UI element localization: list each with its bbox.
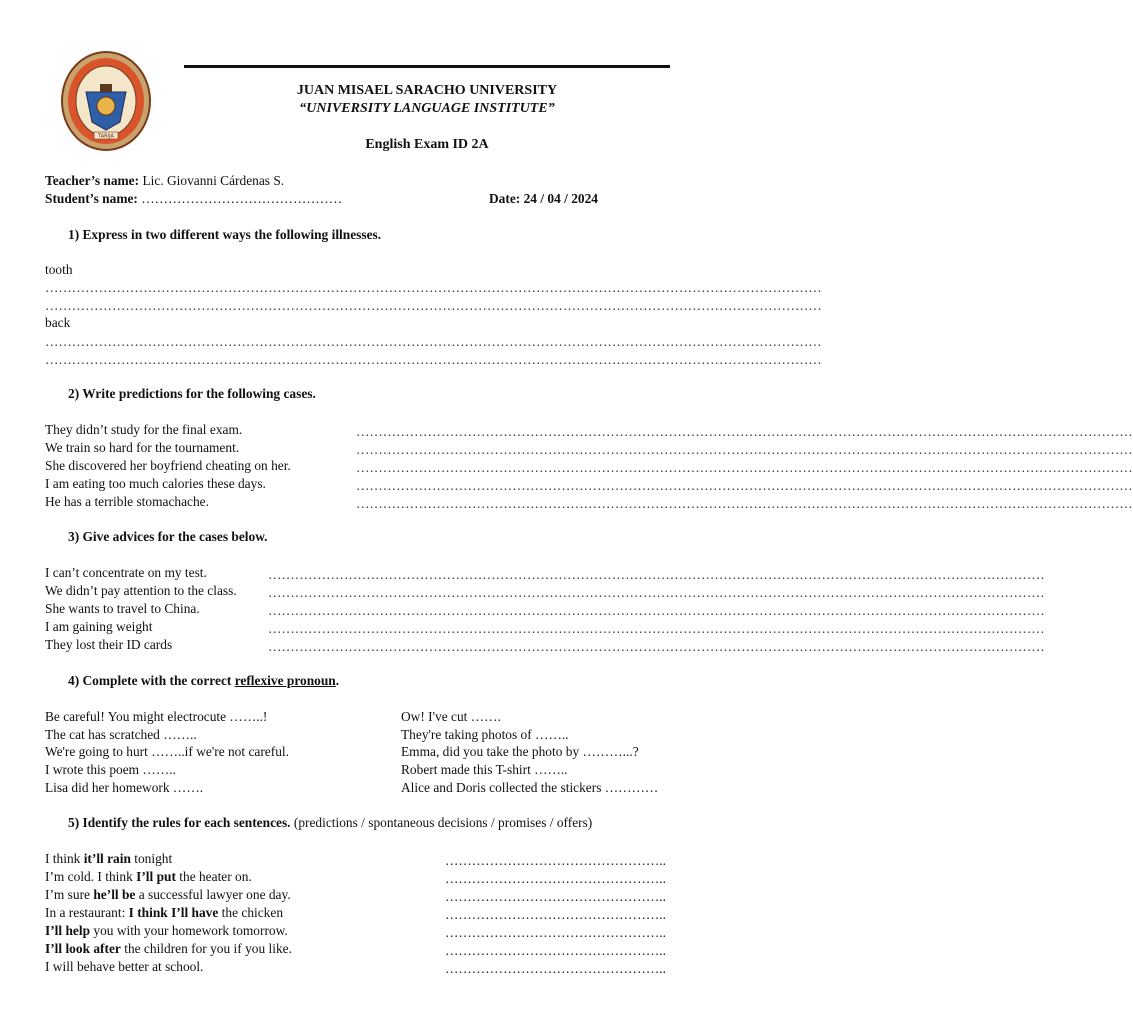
q2-item: I am eating too much calories these days. xyxy=(45,476,266,491)
answer-line[interactable]: ………………………………………………………………………………………………………………………………………………………… xyxy=(268,567,1045,582)
q5-item: I will behave better at school. xyxy=(45,959,204,974)
q4-left-item: Be careful! You might electrocute ……..! xyxy=(45,709,268,724)
q4-right-item: They're taking photos of …….. xyxy=(401,727,569,742)
q5-item: I’ll help you with your homework tomorrow. xyxy=(45,923,288,938)
q5-title: 5) Identify the rules for each sentences. (predictions / spontaneous decisions / promises / offers) xyxy=(68,815,593,830)
q4-right-item: Emma, did you take the photo by ………...? xyxy=(401,744,639,759)
q4-title: 4) Complete with the correct reflexive pronoun. xyxy=(68,673,340,688)
answer-line[interactable]: ………………………………………….. xyxy=(445,943,666,958)
q5-item: I think it’ll rain tonight xyxy=(45,851,173,866)
student-line: Student’s name: ……………………………………… xyxy=(45,191,343,206)
answer-line[interactable]: ………………………………………………………………………………………………………………………………………………………… xyxy=(45,334,822,349)
header-rule xyxy=(184,65,670,68)
q4-left-item: Lisa did her homework ……. xyxy=(45,780,204,795)
answer-line[interactable]: ………………………………………….. xyxy=(445,961,666,976)
exam-title: English Exam ID 2A xyxy=(365,137,489,152)
q5-item: I’m sure he’ll be a successful lawyer one day. xyxy=(45,887,291,902)
q3-item: I can’t concentrate on my test. xyxy=(45,565,207,580)
answer-line[interactable]: ………………………………………….. xyxy=(445,853,666,868)
q3-item: I am gaining weight xyxy=(45,619,153,634)
answer-line[interactable]: ………………………………………….. xyxy=(445,871,666,886)
answer-line[interactable]: ………………………………………………………………………………………………………………………………………………………… xyxy=(356,442,1133,457)
answer-line[interactable]: ………………………………………………………………………………………………………………………………………………………… xyxy=(356,460,1133,475)
answer-line[interactable]: ………………………………………….. xyxy=(445,907,666,922)
q2-item: She discovered her boyfriend cheating on her. xyxy=(45,458,291,473)
answer-line[interactable]: ………………………………………….. xyxy=(445,889,666,904)
teacher-line: Teacher’s name: Lic. Giovanni Cárdenas S. xyxy=(45,173,285,188)
q5-item: In a restaurant: I think I’ll have the chicken xyxy=(45,905,284,920)
q4-left-item: I wrote this poem …….. xyxy=(45,762,176,777)
q5-item: I’ll look after the children for you if you like. xyxy=(45,941,292,956)
q1-item-back: back xyxy=(45,315,71,330)
q4-left-item: The cat has scratched …….. xyxy=(45,727,197,742)
university-seal-logo xyxy=(60,50,152,152)
answer-line[interactable]: ………………………………………………………………………………………………………………………………………………………… xyxy=(268,621,1045,636)
q1-title: 1) Express in two different ways the following illnesses. xyxy=(68,227,382,242)
answer-line[interactable]: ………………………………………….. xyxy=(445,925,666,940)
answer-line[interactable]: ………………………………………………………………………………………………………………………………………………………… xyxy=(45,280,822,295)
q3-item: They lost their ID cards xyxy=(45,637,173,652)
answer-line[interactable]: ………………………………………………………………………………………………………………………………………………………… xyxy=(268,603,1045,618)
answer-line[interactable]: ………………………………………………………………………………………………………………………………………………………… xyxy=(268,585,1045,600)
q2-title: 2) Write predictions for the following cases. xyxy=(68,386,316,401)
answer-line[interactable]: ………………………………………………………………………………………………………………………………………………………… xyxy=(268,639,1045,654)
institute-name: “UNIVERSITY LANGUAGE INSTITUTE” xyxy=(299,101,555,116)
q1-item-tooth: tooth xyxy=(45,262,73,277)
answer-line[interactable]: ………………………………………………………………………………………………………………………………………………………… xyxy=(356,424,1133,439)
answer-line[interactable]: ………………………………………………………………………………………………………………………………………………………… xyxy=(356,496,1133,511)
q2-item: He has a terrible stomachache. xyxy=(45,494,209,509)
university-name: JUAN MISAEL SARACHO UNIVERSITY xyxy=(296,83,558,98)
answer-line[interactable]: ………………………………………………………………………………………………………………………………………………………… xyxy=(45,298,822,313)
q2-item: We train so hard for the tournament. xyxy=(45,440,240,455)
svg-text:TARIJA: TARIJA xyxy=(98,133,114,140)
answer-line[interactable]: ………………………………………………………………………………………………………………………………………………………… xyxy=(45,352,822,367)
answer-line[interactable]: ………………………………………………………………………………………………………………………………………………………… xyxy=(356,478,1133,493)
q4-right-item: Robert made this T-shirt …….. xyxy=(401,762,568,777)
q4-right-item: Alice and Doris collected the stickers ………… xyxy=(401,780,659,795)
date-line: Date: 24 / 04 / 2024 xyxy=(489,191,598,206)
q3-item: She wants to travel to China. xyxy=(45,601,200,616)
q2-item: They didn’t study for the final exam. xyxy=(45,422,243,437)
q3-item: We didn’t pay attention to the class. xyxy=(45,583,237,598)
q4-left-item: We're going to hurt ……..if we're not careful. xyxy=(45,744,289,759)
q5-item: I’m cold. I think I’ll put the heater on. xyxy=(45,869,252,884)
q4-right-item: Ow! I've cut ……. xyxy=(401,709,501,724)
q3-title: 3) Give advices for the cases below. xyxy=(68,529,268,544)
